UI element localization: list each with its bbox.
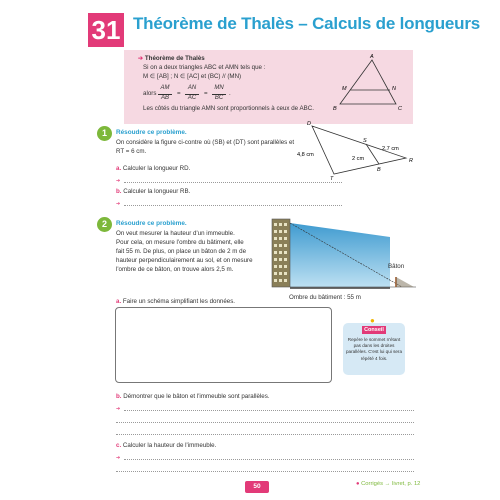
baton-shadow xyxy=(396,277,414,287)
label-b: B xyxy=(377,167,381,173)
arrow-icon: ➔ xyxy=(138,55,145,62)
answer-line[interactable] xyxy=(116,471,414,472)
exercise-2-text-line-2: Pour cela, on mesure l'ombre du bâtiment, elle xyxy=(116,239,244,246)
exercise-2-text-line-5: l'ombre de ce bâton, on trouve alors 2,5 m. xyxy=(116,266,234,273)
answer-line[interactable] xyxy=(116,422,414,423)
label-b: B xyxy=(333,106,337,112)
page-number: 50 xyxy=(245,481,269,493)
theorem-heading xyxy=(138,55,205,63)
answer-line[interactable] xyxy=(124,205,342,206)
answer-line[interactable] xyxy=(124,410,414,411)
question-text: Calculer la longueur RB. xyxy=(123,188,191,195)
theorem-hypothesis-2: M ∈ [AB] ; N ∈ [AC] et (BC) // (MN) xyxy=(143,73,242,80)
corriges-reference xyxy=(356,481,420,487)
question-text: Calculer la hauteur de l'immeuble. xyxy=(122,442,217,449)
theorem-alors: alors xyxy=(143,90,157,97)
schema-answer-box[interactable] xyxy=(115,307,332,383)
exercise-2-question-c xyxy=(116,442,216,449)
answer-arrow-icon: ➔ xyxy=(116,406,121,412)
period: . xyxy=(229,90,231,97)
measure-dt: 4,8 cm xyxy=(297,152,314,158)
answer-arrow-icon: ➔ xyxy=(116,201,121,207)
fraction-1-denominator: AB xyxy=(160,95,169,101)
question-letter: a. xyxy=(116,165,122,172)
exercise-1-title: Résoudre ce problème. xyxy=(116,129,187,136)
fraction-2-numerator: AN xyxy=(187,85,197,91)
label-s: S xyxy=(363,138,367,144)
answer-line[interactable] xyxy=(124,182,342,183)
equals-sign: = xyxy=(177,90,181,97)
fraction-2-denominator: AC xyxy=(187,95,197,101)
exercise-1-badge: 1 xyxy=(97,126,112,141)
shadow-label: Ombre du bâtiment : 55 m xyxy=(289,294,361,301)
fraction-3-denominator: BC xyxy=(214,95,224,101)
exercise-1-text-line-1: On considère la figure ci-contre où (SB) et (DT) sont parallèles et xyxy=(116,139,295,146)
conseil-text: Repère le sommet n'étant pas dans les droites parallèles. C'est lui qui sera répété 4 fois. xyxy=(345,337,403,361)
exercise-1-text-line-2: RT = 6 cm. xyxy=(116,148,147,155)
exercise-2-text-line-1: On veut mesurer la hauteur d'un immeuble. xyxy=(116,230,235,237)
label-c: C xyxy=(398,106,402,112)
answer-line[interactable] xyxy=(124,459,414,460)
measure-sr: 2,7 cm xyxy=(382,146,399,152)
exercise-2-question-a xyxy=(116,298,235,305)
fraction-1-numerator: AM xyxy=(160,85,170,91)
question-letter: a. xyxy=(116,298,122,305)
question-text: Faire un schéma simplifiant les données. xyxy=(122,298,236,305)
baton-label: Bâton xyxy=(388,263,405,270)
answer-arrow-icon: ➔ xyxy=(116,178,121,184)
exercise-1-figure xyxy=(296,118,418,182)
label-t: T xyxy=(330,176,334,182)
page-title: Théorème de Thalès – Calculs de longueurs xyxy=(133,14,481,33)
exercise-2-text-line-4: hauteur perpendiculairement au sol, et on mesure xyxy=(116,257,253,264)
label-m: M xyxy=(342,86,347,92)
pin-icon: ● xyxy=(356,481,362,487)
theorem-heading-text: Théorème de Thalès xyxy=(144,55,205,62)
conseil-tag: Conseil xyxy=(362,326,386,334)
triangle-abc xyxy=(340,60,396,104)
corriges-text: Corrigés → livret, p. 12 xyxy=(361,481,421,487)
measure-sb: 2 cm xyxy=(352,156,365,162)
question-letter: b. xyxy=(116,393,122,400)
equals-sign: = xyxy=(204,90,208,97)
exercise-2-text-line-3: fait 55 m. De plus, on place un bâton de 2 m de xyxy=(116,248,247,255)
theorem-hypothesis-1: Si on a deux triangles ABC et AMN tels que : xyxy=(143,64,266,71)
exercise-1-question-b xyxy=(116,188,190,195)
exercise-1-question-a xyxy=(116,165,190,172)
label-r: R xyxy=(409,158,413,164)
question-text: Calculer la longueur RD. xyxy=(122,165,191,172)
exercise-2-badge: 2 xyxy=(97,217,112,232)
answer-arrow-icon: ➔ xyxy=(116,455,121,461)
building-shadow-illustration xyxy=(268,215,418,295)
theorem-conclusion: Les côtés du triangle AMN sont proportionnels à ceux de ABC. xyxy=(143,105,314,112)
label-a: A xyxy=(370,54,374,60)
label-d: D xyxy=(307,121,311,127)
sky-background xyxy=(290,223,390,287)
answer-line[interactable] xyxy=(116,434,414,435)
thales-triangle-figure xyxy=(330,52,410,112)
chapter-number-badge: 31 xyxy=(88,13,124,47)
question-letter: b. xyxy=(116,188,122,195)
lightbulb-icon: ● xyxy=(370,316,375,325)
question-text: Démontrer que le bâton et l'immeuble sont parallèles. xyxy=(123,393,270,400)
fraction-3-numerator: MN xyxy=(214,85,224,91)
exercise-2-question-b xyxy=(116,393,270,400)
question-letter: c. xyxy=(116,442,122,449)
exercise-2-title: Résoudre ce problème. xyxy=(116,220,187,227)
label-n: N xyxy=(392,86,396,92)
